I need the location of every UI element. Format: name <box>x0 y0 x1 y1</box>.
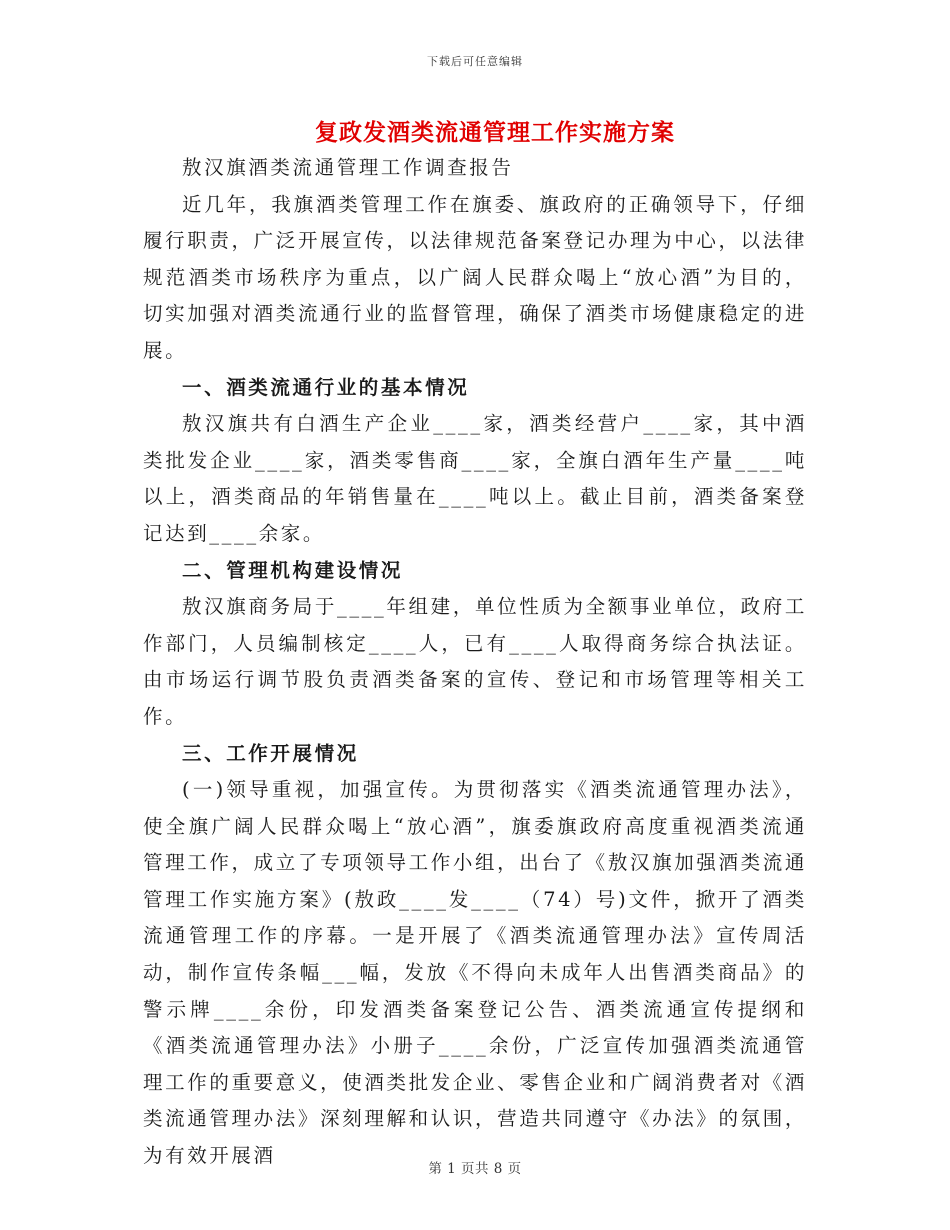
section-3-paragraph: (一)领导重视，加强宣传。为贯彻落实《酒类流通管理办法》，使全旗广阔人民群众喝上“放心酒”，旗委旗政府高度重视酒类流通管理工作，成立了专项领导工作小组，出台了《敖汉旗加强酒类流通管理工作实施方案》(敖政____发____（74）号)文件，掀开了酒类流通管理工作的序幕。一是开展了《酒类流通管理办法》宣传周活动，制作宣传条幅___幅，发放《不得向未成年人出售酒类商品》的警示牌____余份，印发酒类备案登记公告、酒类流通宣传提纲和《酒类流通管理办法》小册子____余份，广泛宣传加强酒类流通管理工作的重要意义，使酒类批发企业、零售企业和广阔消费者对《酒类流通管理办法》深刻理解和认识，营造共同遵守《办法》的氛围，为有效开展酒 <box>143 778 807 1168</box>
section-2-heading: 二、管理机构建设情况 <box>182 558 404 582</box>
document-title: 复政发酒类流通管理工作实施方案 <box>315 119 675 146</box>
section-1-paragraph: 敖汉旗共有白酒生产企业____家，酒类经营户____家，其中酒类批发企业____家，酒类零售商____家，全旗白酒年生产量____吨以上，酒类商品的年销售量在____吨以上。截止目前，酒类备案登记达到____余家。 <box>143 412 807 545</box>
document-body <box>143 150 807 1175</box>
report-subtitle: 敖汉旗酒类流通管理工作调查报告 <box>182 156 514 179</box>
intro-paragraph: 近几年，我旗酒类管理工作在旗委、旗政府的正确领导下，仔细履行职责，广泛开展宣传，以法律规范备案登记办理为中心，以法律规范酒类市场秩序为重点，以广阔人民群众喝上“放心酒”为目的，切实加强对酒类流通行业的监督管理，确保了酒类市场健康稳定的进展。 <box>143 192 807 362</box>
section-3-heading: 三、工作开展情况 <box>182 741 359 765</box>
header-note: 下载后可任意编辑 <box>427 55 523 68</box>
page-number: 第 1 页共 8 页 <box>428 1161 522 1177</box>
section-1-heading: 一、酒类流通行业的基本情况 <box>182 375 470 399</box>
section-2-paragraph: 敖汉旗商务局于____年组建，单位性质为全额事业单位，政府工作部门，人员编制核定____人，已有____人取得商务综合执法证。由市场运行调节股负责酒类备案的宣传、登记和市场管理等相关工作。 <box>143 595 807 728</box>
